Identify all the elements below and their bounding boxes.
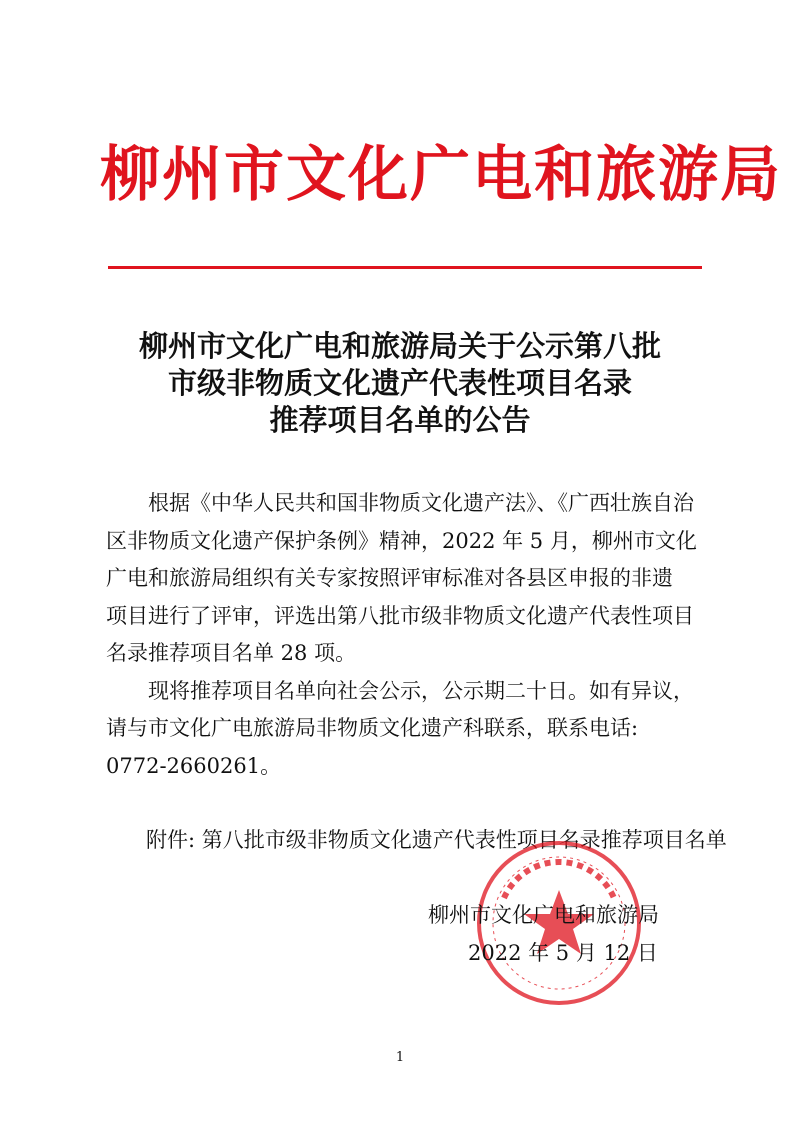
body-line: 现将推荐项目名单向社会公示，公示期二十日。如有异议， [148,678,694,703]
notice-title [100,328,700,439]
body-line: 广电和旅游局组织有关专家按照评审标准对各县区申报的非遗 [106,566,673,590]
letterhead-title: 柳州市文化广电和旅游局 [100,140,782,210]
body-line: 项目进行了评审，评选出第八批市级非物质文化遗产代表性项目 [106,603,694,628]
notice-title-line-1: 柳州市文化广电和旅游局关于公示第八批 [138,329,661,363]
body-line: 0772-2660261。 [106,753,282,778]
page-number: 1 [395,1050,405,1065]
body-line: 请与市文化广电旅游局非物质文化遗产科联系，联系电话: [106,716,639,740]
body-line: 区非物质文化遗产保护条例》精神，2022 年 5 月，柳州市文化 [106,528,697,553]
body-line: 名录推荐项目名单 28 项。 [106,641,357,665]
attachment-note: 附件: 第八批市级非物质文化遗产代表性项目名录推荐项目名单 [146,828,727,852]
notice-title-line-3: 推荐项目名单的公告 [269,403,531,437]
notice-body [106,485,702,785]
body-line: 根据《中华人民共和国非物质文化遗产法》、《广西壮族自治 [148,491,694,515]
body-paragraph-2 [106,673,702,786]
signature-date: 2022 年 5 月 12 日 [468,941,658,965]
signature-organization: 柳州市文化广电和旅游局 [428,903,659,927]
notice-title-line-2: 市级非物质文化遗产代表性项目名录 [167,366,632,400]
letterhead-red-rule [108,266,702,269]
body-paragraph-1 [106,485,702,673]
